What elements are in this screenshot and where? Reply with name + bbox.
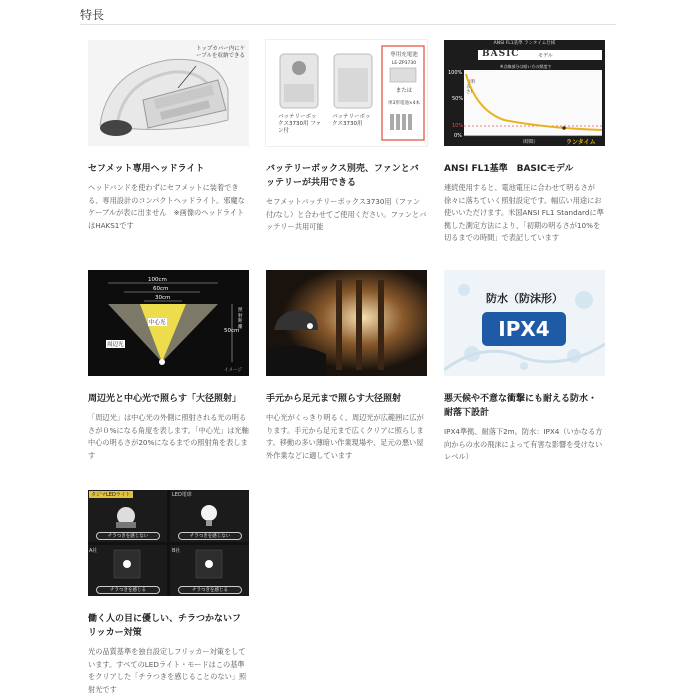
card-description: IPX4準拠、耐落下2m。防水：IPX4（いかなる方向からの水の飛沫によって有害な影響を受けないレベル） — [444, 427, 603, 462]
caption-1: チラつきを感じない — [96, 532, 160, 540]
card-title: セフメット専用ヘッドライト — [88, 164, 205, 174]
peripheral-light-label: 周辺光 — [107, 342, 124, 348]
card-title: 働く人の目に優しい、チラつかないフリッカー対策 — [88, 614, 242, 638]
charge-model: LE-ZP3730 — [391, 61, 417, 66]
card-description: ヘッドバンドを使わずにセフメットに装着できる、専用設計のコンパクトヘッドライト。邪魔なケーブルが表に出ません ※画像のヘッドライトはHAKS1です — [88, 183, 245, 230]
caption-2: チラつきを感じない — [178, 532, 242, 540]
beam-diagram-image — [88, 270, 249, 376]
runtime-graph-image — [444, 40, 605, 146]
caption-4: チラつきを感じる — [178, 586, 242, 594]
y-50: 50% — [452, 96, 464, 102]
panel2-label: LED電球 — [172, 492, 192, 498]
y-axis-label: （明るさ） — [466, 80, 475, 95]
box2-label: バッテリーボックス3730用 — [332, 114, 371, 127]
card-title: 手元から足元まで照らす大径照射 — [266, 394, 402, 404]
panel3-label: A社 — [89, 548, 98, 554]
graph-note: ※点線部分は暗い方の照度で — [500, 64, 552, 69]
aa-label: 単3形電池×4本 — [388, 101, 420, 106]
image-note: トップカバー内にケーブルを収納できる — [196, 46, 246, 59]
panel4-label: B社 — [172, 548, 181, 554]
feature-card-helmet — [88, 40, 249, 232]
ipx4-badge: IPX4 — [482, 312, 566, 346]
feature-card-waterproof — [444, 270, 605, 464]
panel1-label: タジマLEDライト — [91, 492, 131, 498]
y-0: 0% — [454, 133, 462, 139]
caption-3: チラつきを感じる — [96, 586, 160, 594]
waterproof-image — [444, 270, 605, 376]
distance-value: 50cm — [224, 328, 240, 334]
charge-title: 専用充電池 — [390, 52, 418, 58]
card-description: 連続使用すると、電池電圧に合わせて明るさが徐々に落ちていく照射設定です。幅広い用途にお使いいただけます。米国ANSI FL1 Standardに準拠した測定方法により、「初期の明るさが10%を切るまでの時間」で表記しています — [444, 183, 604, 243]
feature-card-worker — [266, 270, 427, 462]
y-10: 10% — [452, 123, 464, 129]
helmet-image — [88, 40, 249, 146]
width-30: 30cm — [155, 295, 171, 301]
box1-label: バッテリーボックス3730用 ファン付 — [278, 114, 322, 134]
card-title: バッテリーボックス別売、ファンとバッテリーが共用できる — [266, 164, 419, 188]
x-axis-label: （時間） — [520, 140, 538, 145]
y-100: 100% — [448, 70, 463, 76]
worker-photo — [266, 270, 427, 376]
distance-label: 照射距離 — [238, 308, 243, 330]
runtime-label: ランタイム — [566, 139, 596, 146]
feature-card-flicker — [88, 490, 249, 696]
battery-image — [266, 40, 427, 146]
section-title: 特長 — [80, 8, 105, 22]
card-title: ANSI FL1基準 BASICモデル — [444, 164, 574, 174]
waterproof-label: 防水（防沫形） — [486, 292, 563, 305]
card-title: 悪天候や不意な衝撃にも耐える防水・耐落下設計 — [444, 394, 598, 418]
card-description: 「周辺光」は中心光の外側に照射される光の明るさが０%になる角度を表します。「中心光」は光軸中心の明るさが20%になるまでの照射角を表します — [88, 413, 249, 460]
card-description: 中心光がくっきり明るく、周辺光が広範囲に広がります。手元から足元まで広くクリアに照らします。移動の多い薄暗い作業現場や、足元の悪い屋外作業などに適しています — [266, 413, 424, 460]
flicker-comparison-image — [88, 490, 249, 596]
card-title: 周辺光と中心光で照らす「大径照射」 — [88, 394, 242, 404]
basic-logo: BASIC — [482, 49, 520, 59]
width-60: 60cm — [153, 286, 169, 292]
feature-card-basic — [444, 40, 605, 245]
center-light-label: 中心光 — [149, 320, 166, 326]
or-label: または — [395, 88, 413, 94]
graph-header: ANSI FL1基準 ランタイム仕様 — [493, 41, 556, 46]
card-description: 光の品質基準を独自設定しフリッカー対策をしています。すべてのLEDライト・モードはこの基準をクリアした「チラつきを感じることのない」照射光です — [88, 647, 247, 694]
feature-card-beam — [88, 270, 249, 462]
basic-logo-sub: モデル — [538, 53, 553, 59]
card-description: セフメットバッテリーボックス3730用（ファン付/なし）と合わせてご使用ください。ファンとバッテリー共用可能 — [266, 197, 427, 232]
divider — [80, 24, 616, 25]
width-100: 100cm — [148, 277, 167, 283]
feature-card-battery — [266, 40, 427, 234]
image-caption: イメージ — [224, 368, 242, 373]
